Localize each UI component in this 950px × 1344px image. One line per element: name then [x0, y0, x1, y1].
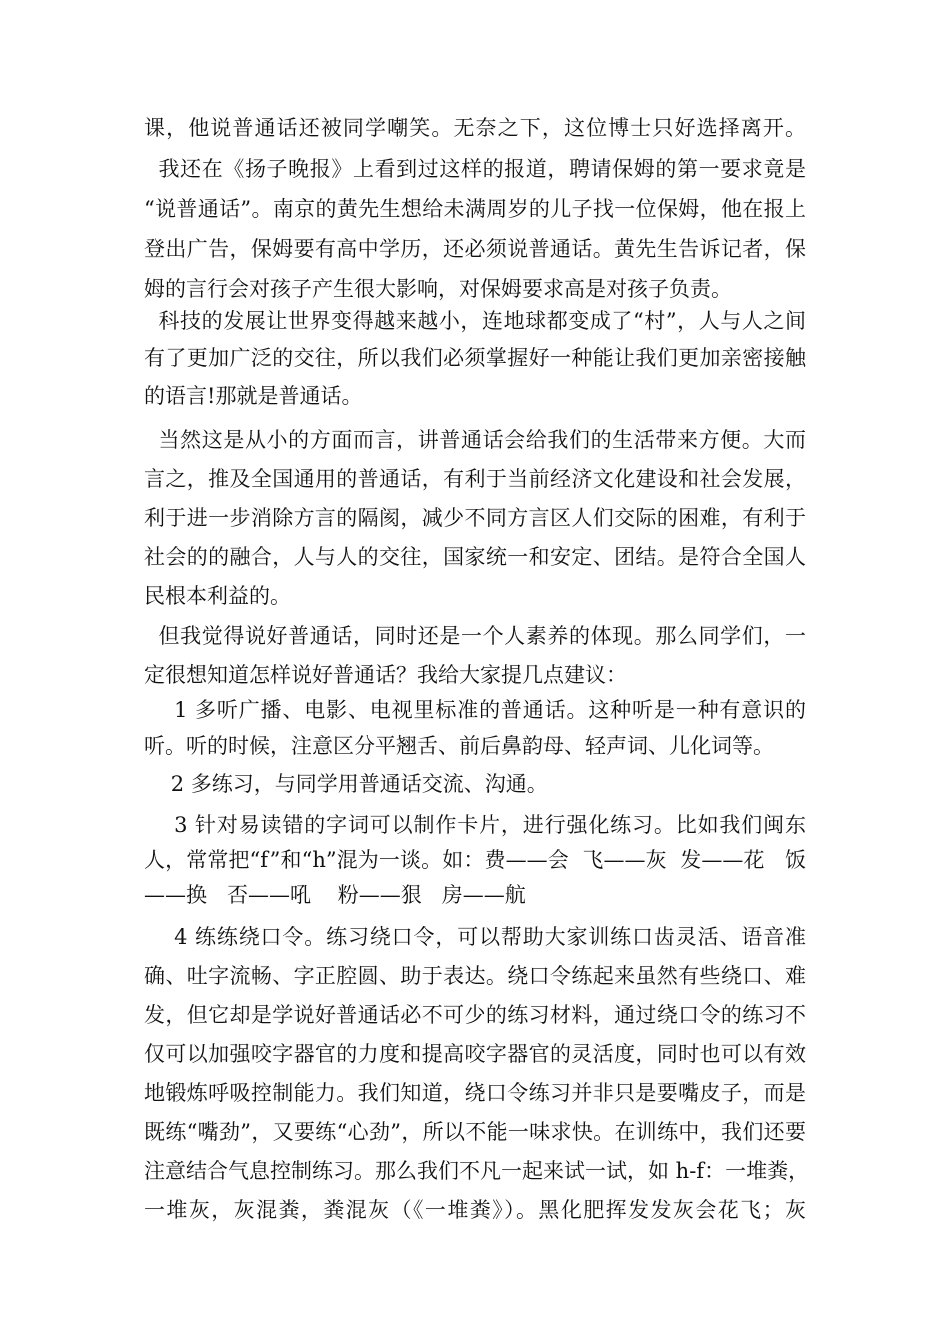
- text-line: 科技的发展让世界变得越来越小，连地球都变成了“村”，人与人之间: [144, 309, 806, 333]
- text-line: 1 多听广播、电影、电视里标准的普通话。这种听是一种有意识的: [144, 698, 806, 722]
- text-line: 地锻炼呼吸控制能力。我们知道，绕口令练习并非只是要嘴皮子，而是: [144, 1081, 806, 1105]
- text-line: 既练“嘴劲”，又要练“心劲”，所以不能一味求快。在训练中，我们还要: [144, 1120, 806, 1144]
- text-line: 有了更加广泛的交往，所以我们必须掌握好一种能让我们更加亲密接触: [144, 346, 806, 370]
- text-line: 定很想知道怎样说好普通话？我给大家提几点建议：: [144, 663, 627, 687]
- text-line: 人，常常把“f”和“h”混为一谈。如：费——会 飞——灰 发——花 饭: [144, 848, 806, 872]
- text-line: 的语言!那就是普通话。: [144, 384, 363, 408]
- text-line: “说普通话”。南京的黄先生想给未满周岁的儿子找一位保姆，他在报上: [144, 197, 806, 221]
- text-line: 一堆灰，灰混粪，粪混灰（《一堆粪》）。黑化肥挥发发灰会花飞；灰: [144, 1198, 806, 1222]
- text-line: 言之，推及全国通用的普通话，有利于当前经济文化建设和社会发展，: [144, 467, 806, 491]
- text-line: 发，但它却是学说好普通话必不可少的练习材料，通过绕口令的练习不: [144, 1003, 806, 1027]
- text-line: 2 多练习，与同学用普通话交流、沟通。: [144, 772, 548, 796]
- text-line: 听。听的时候，注意区分平翘舌、前后鼻韵母、轻声词、儿化词等。: [144, 734, 774, 758]
- text-line: 民根本利益的。: [144, 584, 291, 608]
- text-line: 我还在《扬子晚报》上看到过这样的报道，聘请保姆的第一要求竟是: [144, 157, 806, 181]
- text-line: 登出广告，保姆要有高中学历，还必须说普通话。黄先生告诉记者，保: [144, 237, 806, 261]
- text-line: 但我觉得说好普通话，同时还是一个人素养的体现。那么同学们，一: [144, 624, 806, 648]
- text-line: 注意结合气息控制练习。那么我们不凡一起来试一试，如 h-f：一堆粪，: [144, 1159, 810, 1183]
- text-line: ——换 否——吼 粉——狠 房——航: [144, 883, 526, 907]
- text-line: 仅可以加强咬字器官的力度和提高咬字器官的灵活度，同时也可以有效: [144, 1042, 806, 1066]
- text-line: 姆的言行会对孩子产生很大影响，对保姆要求高是对孩子负责。: [144, 277, 732, 301]
- text-line: 当然这是从小的方面而言，讲普通话会给我们的生活带来方便。大而: [144, 428, 806, 452]
- text-line: 课，他说普通话还被同学嘲笑。无奈之下，这位博士只好选择离开。: [144, 116, 806, 140]
- text-line: 3 针对易读错的字词可以制作卡片，进行强化练习。比如我们闽东: [144, 813, 806, 837]
- text-line: 利于进一步消除方言的隔阂，减少不同方言区人们交际的困难，有利于: [144, 506, 806, 530]
- text-line: 确、吐字流畅、字正腔圆、助于表达。绕口令练起来虽然有些绕口、难: [144, 964, 806, 988]
- text-line: 社会的的融合，人与人的交往，国家统一和安定、团结。是符合全国人: [144, 545, 806, 569]
- text-line: 4 练练绕口令。练习绕口令，可以帮助大家训练口齿灵活、语音准: [144, 925, 806, 949]
